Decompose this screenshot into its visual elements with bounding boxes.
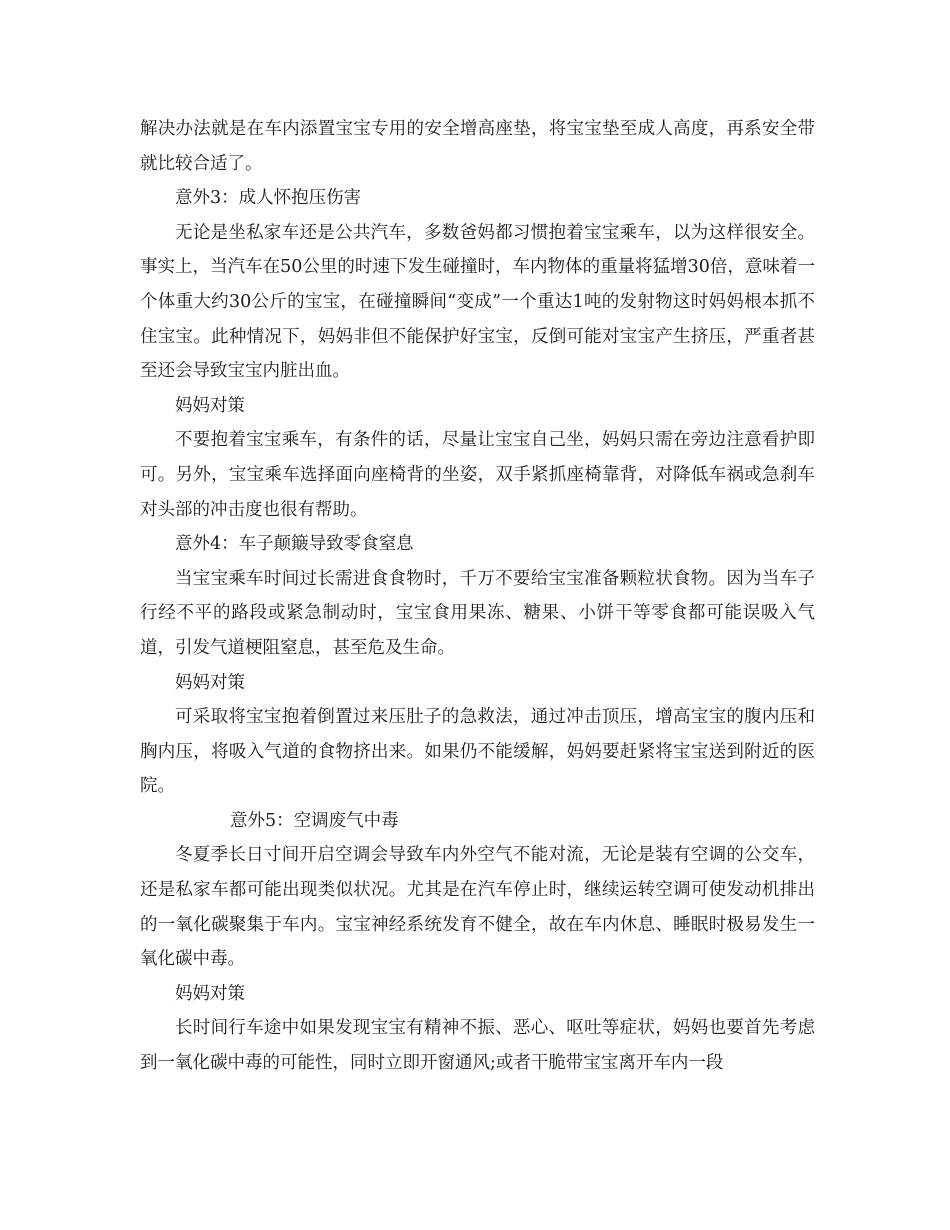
heading-mom-strategy-2: 妈妈对策	[175, 672, 245, 693]
heading-accident-4: 意外4：车子颠簸导致零食窒息	[175, 534, 414, 555]
paragraph-mom-strategy-2-body: 可采取将宝宝抱着倒置过来压肚子的急救法，通过冲击顶压，增高宝宝的腹内压和胸内压，将吸入气道的食物挤出来。如果仍不能缓解，妈妈要赶紧将宝宝送到附近的医院。	[140, 707, 815, 797]
heading-accident-3: 意外3：成人怀抱压伤害	[175, 188, 362, 209]
paragraph-mom-strategy-1-body: 不要抱着宝宝乘车，有条件的话，尽量让宝宝自己坐，妈妈只需在旁边注意看护即可。另外，宝宝乘车选择面向座椅背的坐姿，双手紧抓座椅靠背，对降低车祸或急刹车对头部的冲击度也很有帮助。	[140, 430, 815, 520]
heading-mom-strategy-3: 妈妈对策	[175, 983, 245, 1004]
paragraph-accident-3-body: 无论是坐私家车还是公共汽车，多数爸妈都习惯抱着宝宝乘车，以为这样很安全。事实上，当汽车在50公里的时速下发生碰撞时，车内物体的重量将猛增30倍，意味着一个体重大约30公斤的宝宝，在碰撞瞬间“变成”一个重达1吨的发射物这时妈妈根本抓不住宝宝。此种情况下，妈妈非但不能保护好宝宝，反倒可能对宝宝产生挤压，严重者甚至还会导致宝宝内脏出血。	[140, 222, 815, 382]
paragraph-mom-strategy-3-body: 长时间行车途中如果发现宝宝有精神不振、恶心、呕吐等症状，妈妈也要首先考虑到一氧化碳中毒的可能性，同时立即开窗通风;或者干脆带宝宝离开车内一段	[140, 1018, 815, 1074]
paragraph-accident-5-body: 冬夏季长日寸间开启空调会导致车内外空气不能对流，无论是装有空调的公交车，还是私家车都可能出现类似状况。尤其是在汽车停止时，继续运转空调可使发动机排出的一氧化碳聚集于车内。宝宝神经系统发育不健全，故在车内休息、睡眠时极易发生一氧化碳中毒。	[140, 845, 815, 970]
document-body	[140, 112, 815, 1081]
heading-accident-5: 意外5：空调废气中毒	[230, 810, 399, 831]
heading-mom-strategy-1: 妈妈对策	[175, 395, 245, 416]
paragraph-accident-4-body: 当宝宝乘车时间过长需进食食物时，千万不要给宝宝准备颗粒状食物。因为当车子行经不平的路段或紧急制动时，宝宝食用果冻、糖果、小饼干等零食都可能误吸入气道，引发气道梗阻窒息，甚至危及生命。	[140, 568, 815, 658]
paragraph-solution-seat: 解决办法就是在车内添置宝宝专用的安全增高座垫，将宝宝垫至成人高度，再系安全带就比较合适了。	[140, 119, 815, 174]
